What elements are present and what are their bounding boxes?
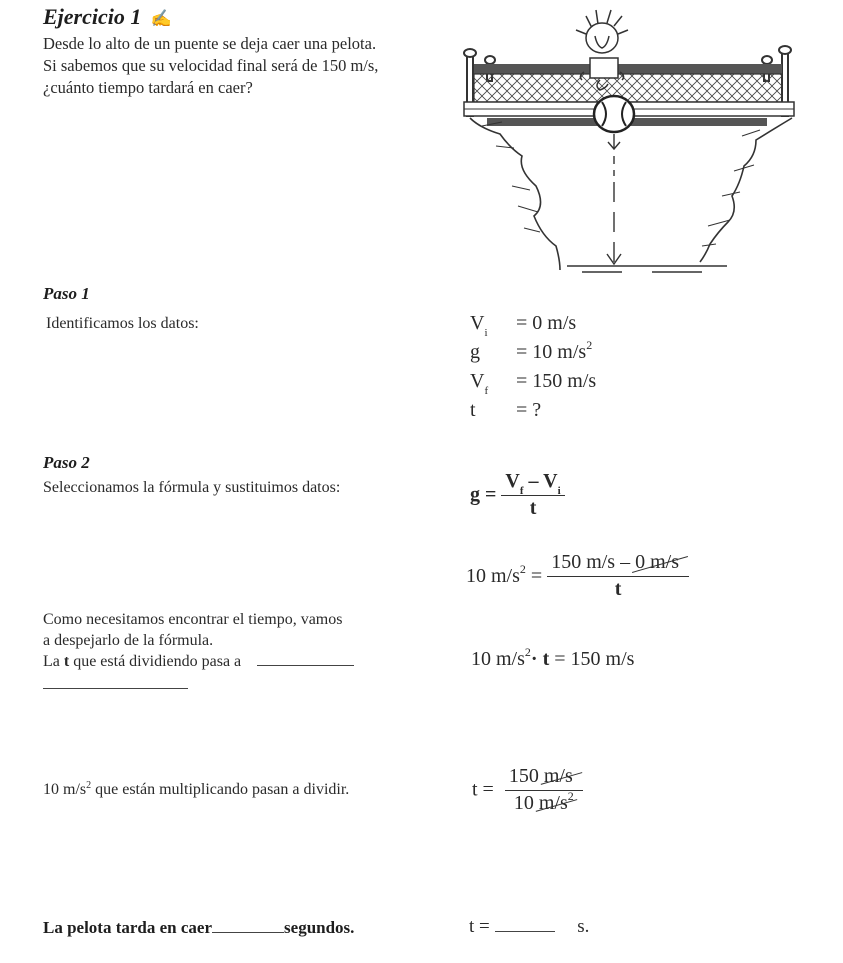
explain-line: Como necesitamos encontrar el tiempo, vamos: [43, 611, 343, 628]
problem-statement: [43, 33, 453, 99]
railing-mesh: [474, 74, 782, 102]
formula-denominator: t: [529, 497, 537, 519]
divide-explanation: [43, 779, 349, 802]
solved-den-value: 10: [513, 792, 539, 814]
step2-text: Seleccionamos la fórmula y sustituimos datos:: [43, 479, 341, 496]
solved-num-unit-cancelled: m/s: [543, 765, 573, 787]
cliffs: [470, 118, 792, 272]
sub-lhs: 10 m/s: [466, 564, 520, 587]
fall-arrow: [607, 134, 621, 264]
bridge-ball-drop-illustration: [452, 6, 802, 278]
data-symbol: t: [470, 399, 476, 421]
data-value: = ?: [516, 399, 542, 421]
data-value: = 150 m/s: [516, 370, 597, 392]
rearranged-equation: [471, 645, 635, 671]
divide-text-b: que están multiplicando pasan a dividir.: [91, 781, 350, 798]
answer-eq-unit: s.: [577, 916, 590, 937]
divide-text-sup: 2: [86, 780, 92, 791]
step1-text: Identificamos los datos:: [46, 315, 199, 332]
solved-denominator: [514, 791, 574, 815]
explain-t-bold: t: [63, 653, 70, 670]
vi-subscript: i: [557, 485, 561, 497]
railing-top: [474, 64, 782, 74]
explain-line-t: [43, 651, 423, 672]
formula-gravity: [470, 470, 565, 520]
data-subscript: i: [484, 327, 488, 339]
substitution-fraction: [547, 551, 689, 601]
rearranged-lhs: 10 m/s: [471, 648, 525, 670]
multiply-dot: ·: [530, 648, 538, 670]
formula-substitution: [466, 551, 689, 601]
formula-fraction: [501, 470, 564, 520]
exercise-title-text: Ejercicio 1: [43, 4, 142, 29]
solved-den-unit-cancelled: m/s: [538, 792, 568, 814]
step1-heading: Paso 1: [43, 284, 90, 303]
answer-text-a: La pelota tarda en caer: [43, 918, 213, 937]
explain-t-suffix: que está dividiendo pasa a: [69, 653, 242, 670]
divide-text-a: 10 m/s: [43, 781, 87, 798]
data-row-t: [470, 399, 596, 428]
explain-line: a despejarlo de la fórmula.: [43, 632, 214, 649]
data-row-g: [470, 338, 596, 370]
ball: [594, 96, 634, 132]
data-row-vf: [470, 370, 596, 399]
final-answer-sentence: [43, 916, 354, 938]
data-row-vi: [470, 312, 596, 341]
data-value: = 10 m/s: [516, 341, 587, 363]
data-symbol: V: [470, 370, 485, 392]
rearranged-t: t: [542, 648, 550, 670]
data-value: = 0 m/s: [516, 312, 577, 334]
substitution-numerator: [547, 551, 689, 577]
numerator-kept: 150 m/s –: [551, 551, 636, 573]
given-data-list: [470, 312, 596, 428]
solved-equation: [472, 765, 583, 815]
step2-heading: Paso 2: [43, 453, 90, 472]
vf-symbol: V: [505, 470, 520, 492]
explain-t-prefix: La: [43, 653, 64, 670]
solved-numerator: [505, 765, 583, 791]
solved-den-sup: 2: [567, 789, 574, 803]
data-subscript: f: [484, 385, 489, 397]
answer-eq-lhs: t =: [469, 916, 490, 937]
answer-blank-2[interactable]: [43, 688, 188, 689]
statement-line: ¿cuánto tiempo tardará en caer?: [43, 78, 253, 97]
data-symbol: V: [470, 312, 485, 334]
pencil-writing-icon: ✍: [150, 9, 173, 28]
minus-sign: –: [523, 470, 544, 492]
isolate-explanation: [43, 609, 423, 672]
final-answer-equation: [469, 916, 589, 938]
numerator-cancelled: 0 m/s: [635, 551, 679, 573]
vi-symbol: V: [543, 470, 558, 492]
solved-num-value: 150: [508, 765, 544, 787]
substitution-denominator: t: [614, 578, 622, 600]
answer-seconds-blank[interactable]: [212, 916, 284, 933]
solved-lhs: t =: [472, 778, 494, 801]
vf-subscript: f: [519, 485, 524, 497]
formula-numerator: [501, 470, 564, 496]
formula-lhs: g =: [470, 483, 497, 506]
sub-equals: =: [525, 564, 548, 587]
answer-t-blank[interactable]: [495, 917, 555, 932]
sub-lhs-sup: 2: [519, 561, 526, 576]
rearranged-lhs-sup: 2: [524, 645, 531, 659]
answer-text-b: segundos.: [284, 918, 355, 937]
rearranged-rhs: = 150 m/s: [549, 648, 635, 670]
answer-blank-1[interactable]: [257, 665, 354, 666]
statement-line: Si sabemos que su velocidad final será de 150 m/s,: [43, 56, 379, 75]
data-symbol: g: [470, 341, 480, 363]
statement-line: Desde lo alto de un puente se deja caer una pelota.: [43, 34, 377, 53]
exercise-title: [43, 4, 172, 30]
solved-fraction: [505, 765, 583, 815]
data-superscript: 2: [586, 338, 593, 352]
